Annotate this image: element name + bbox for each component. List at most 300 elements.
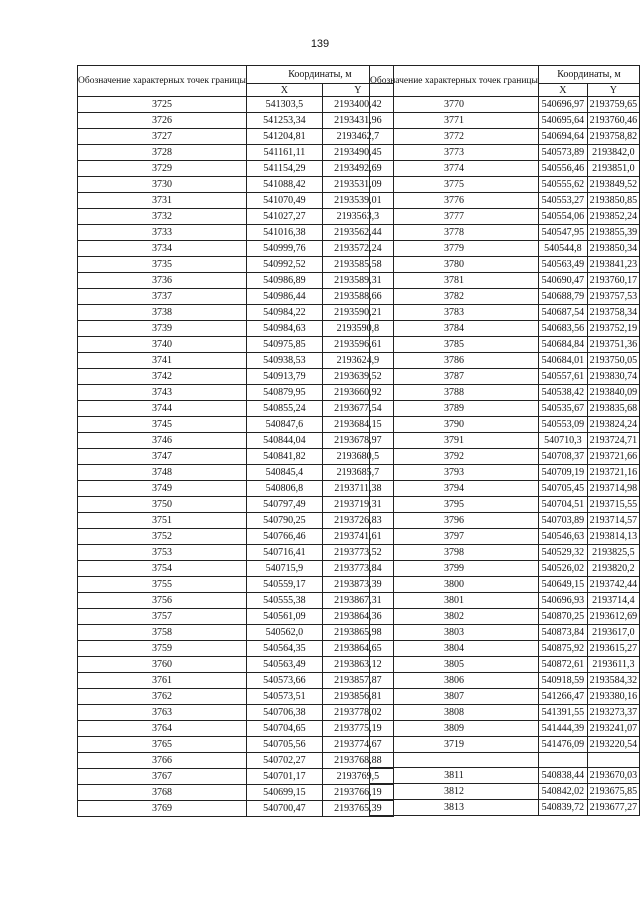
- table-row: [78, 561, 394, 577]
- point-number-cell: 3746: [78, 433, 247, 449]
- table-row: [370, 305, 640, 321]
- point-number-cell: 3788: [370, 385, 539, 401]
- point-number-cell: 3784: [370, 321, 539, 337]
- table-row: [78, 641, 394, 657]
- y-coordinate-cell: 2193835,68: [587, 401, 639, 417]
- y-coordinate-cell: 2193677,54: [322, 401, 393, 417]
- table-row: [78, 705, 394, 721]
- y-coordinate-cell: 2193742,44: [587, 577, 639, 593]
- y-coordinate-cell: 2193563,3: [322, 209, 393, 225]
- x-coordinate-cell: 540879,95: [246, 385, 322, 401]
- y-coordinate-cell: 2193850,34: [587, 241, 639, 257]
- table-row: [78, 305, 394, 321]
- table-row: [370, 257, 640, 273]
- x-coordinate-cell: 540872,61: [538, 657, 587, 673]
- table-row: [78, 513, 394, 529]
- x-coordinate-cell: 540553,27: [538, 193, 587, 209]
- y-coordinate-cell: 2193670,03: [587, 768, 639, 784]
- x-coordinate-cell: 540992,52: [246, 257, 322, 273]
- table-row: [78, 401, 394, 417]
- point-number-cell: 3775: [370, 177, 539, 193]
- table-row: [370, 800, 640, 816]
- point-number-cell: 3759: [78, 641, 247, 657]
- y-coordinate-cell: 2193539,01: [322, 193, 393, 209]
- point-number-cell: 3798: [370, 545, 539, 561]
- point-number-cell: 3750: [78, 497, 247, 513]
- x-coordinate-cell: 541088,42: [246, 177, 322, 193]
- y-coordinate-cell: 2193724,71: [587, 433, 639, 449]
- table-row: [78, 353, 394, 369]
- point-number-cell: 3789: [370, 401, 539, 417]
- y-coordinate-cell: 2193850,85: [587, 193, 639, 209]
- y-coordinate-cell: 2193590,21: [322, 305, 393, 321]
- point-number-cell: 3806: [370, 673, 539, 689]
- table-row: [370, 545, 640, 561]
- table-row: [78, 385, 394, 401]
- coordinates-table-left: [77, 65, 394, 817]
- x-coordinate-cell: 540766,46: [246, 529, 322, 545]
- y-coordinate-cell: 2193531,09: [322, 177, 393, 193]
- y-coordinate-cell: 2193462,7: [322, 129, 393, 145]
- x-coordinate-cell: 541161,11: [246, 145, 322, 161]
- point-number-cell: 3783: [370, 305, 539, 321]
- table-row: [370, 737, 640, 753]
- y-coordinate-cell: 2193590,8: [322, 321, 393, 337]
- x-coordinate-cell: 540715,9: [246, 561, 322, 577]
- x-coordinate-cell: 540986,89: [246, 273, 322, 289]
- x-coordinate-cell: 541303,5: [246, 97, 322, 113]
- point-number-cell: 3745: [78, 417, 247, 433]
- point-number-cell: 3776: [370, 193, 539, 209]
- table-row: [370, 577, 640, 593]
- point-number-cell: 3743: [78, 385, 247, 401]
- x-coordinate-cell: 541253,34: [246, 113, 322, 129]
- table-row: [78, 657, 394, 673]
- table-row: [78, 625, 394, 641]
- point-number-cell: 3727: [78, 129, 247, 145]
- point-number-cell: 3760: [78, 657, 247, 673]
- table-row: [78, 721, 394, 737]
- y-coordinate-cell: 2193820,2: [587, 561, 639, 577]
- table-row: [78, 225, 394, 241]
- table-row: [370, 193, 640, 209]
- y-coordinate-cell: 2193492,69: [322, 161, 393, 177]
- table-row: [370, 609, 640, 625]
- point-number-cell: 3747: [78, 449, 247, 465]
- point-number-cell: 3812: [370, 784, 539, 800]
- x-coordinate-cell: 540695,64: [538, 113, 587, 129]
- x-coordinate-cell: 540842,02: [538, 784, 587, 800]
- page-number: 139: [310, 38, 330, 50]
- table-row: [370, 369, 640, 385]
- y-coordinate-cell: 2193849,52: [587, 177, 639, 193]
- x-coordinate-cell: 540684,84: [538, 337, 587, 353]
- point-number-cell: 3757: [78, 609, 247, 625]
- y-coordinate-cell: 2193760,17: [587, 273, 639, 289]
- y-coordinate-cell: 2193824,24: [587, 417, 639, 433]
- table-row: [370, 768, 640, 784]
- point-number-cell: 3793: [370, 465, 539, 481]
- point-number-cell: 3764: [78, 721, 247, 737]
- point-number-cell: 3802: [370, 609, 539, 625]
- point-number-cell: 3813: [370, 800, 539, 816]
- y-coordinate-cell: 2193857,87: [322, 673, 393, 689]
- y-coordinate-cell: 2193624,9: [322, 353, 393, 369]
- x-coordinate-cell: 540538,42: [538, 385, 587, 401]
- header-coords-label: Координаты, м: [538, 66, 639, 84]
- y-coordinate-cell: 2193719,31: [322, 497, 393, 513]
- table-row: [78, 177, 394, 193]
- table-row: [78, 545, 394, 561]
- x-coordinate-cell: 540703,89: [538, 513, 587, 529]
- y-coordinate-cell: 2193617,0: [587, 625, 639, 641]
- y-coordinate-cell: 2193400,42: [322, 97, 393, 113]
- point-number-cell: 3772: [370, 129, 539, 145]
- y-coordinate-cell: 2193680,5: [322, 449, 393, 465]
- point-number-cell: 3738: [78, 305, 247, 321]
- table-row: [78, 433, 394, 449]
- table-row: [370, 129, 640, 145]
- y-coordinate-cell: 2193715,55: [587, 497, 639, 513]
- x-coordinate-cell: 540797,49: [246, 497, 322, 513]
- table-row: [78, 337, 394, 353]
- point-number-cell: 3791: [370, 433, 539, 449]
- x-coordinate-cell: 540699,15: [246, 785, 322, 801]
- table-row: [370, 289, 640, 305]
- table-row: [78, 97, 394, 113]
- y-coordinate-cell: 2193852,24: [587, 209, 639, 225]
- table-row: [78, 465, 394, 481]
- table-row: [370, 481, 640, 497]
- table-row: [370, 337, 640, 353]
- header-x-label: X: [246, 84, 322, 97]
- table-body-right: [370, 97, 640, 816]
- point-number-cell: 3735: [78, 257, 247, 273]
- point-number-cell: 3792: [370, 449, 539, 465]
- x-coordinate-cell: 540875,92: [538, 641, 587, 657]
- y-coordinate-cell: 2193677,27: [587, 800, 639, 816]
- table-row: [370, 657, 640, 673]
- x-coordinate-cell: 540564,35: [246, 641, 322, 657]
- x-coordinate-cell: 540690,47: [538, 273, 587, 289]
- y-coordinate-cell: 2193589,31: [322, 273, 393, 289]
- table-row: [78, 737, 394, 753]
- x-coordinate-cell: 540573,66: [246, 673, 322, 689]
- table-row: [78, 577, 394, 593]
- x-coordinate-cell: 541204,81: [246, 129, 322, 145]
- x-coordinate-cell: 540700,47: [246, 801, 322, 817]
- y-coordinate-cell: 2193721,16: [587, 465, 639, 481]
- table-row: [78, 241, 394, 257]
- x-coordinate-cell: 540984,22: [246, 305, 322, 321]
- point-number-cell: 3778: [370, 225, 539, 241]
- point-number-cell: 3748: [78, 465, 247, 481]
- point-number-cell: 3785: [370, 337, 539, 353]
- y-coordinate-cell: 2193611,3: [587, 657, 639, 673]
- x-coordinate-cell: 540573,89: [538, 145, 587, 161]
- table-row: [78, 529, 394, 545]
- x-coordinate-cell: 540526,02: [538, 561, 587, 577]
- table-row: [370, 385, 640, 401]
- table-row: [370, 641, 640, 657]
- x-coordinate-cell: 540555,38: [246, 593, 322, 609]
- y-coordinate-cell: 2193639,52: [322, 369, 393, 385]
- y-coordinate-cell: 2193684,15: [322, 417, 393, 433]
- table-row: [78, 497, 394, 513]
- x-coordinate-cell: 540573,51: [246, 689, 322, 705]
- y-coordinate-cell: 2193855,39: [587, 225, 639, 241]
- x-coordinate-cell: 540705,45: [538, 481, 587, 497]
- point-number-cell: 3763: [78, 705, 247, 721]
- table-row: [78, 289, 394, 305]
- x-coordinate-cell: 540561,09: [246, 609, 322, 625]
- table-row: [370, 689, 640, 705]
- table-row: [370, 241, 640, 257]
- y-coordinate-cell: 2193873,39: [322, 577, 393, 593]
- y-coordinate-cell: 2193768,88: [322, 753, 393, 769]
- y-coordinate-cell: 2193760,46: [587, 113, 639, 129]
- y-coordinate-cell: 2193766,19: [322, 785, 393, 801]
- y-coordinate-cell: 2193714,4: [587, 593, 639, 609]
- point-number-cell: 3780: [370, 257, 539, 273]
- point-number-cell: [370, 753, 539, 768]
- header-x-label: X: [538, 84, 587, 97]
- y-coordinate-cell: 2193757,53: [587, 289, 639, 305]
- table-row: [78, 369, 394, 385]
- header-point-label: Обозначение характерных точек границы: [78, 66, 247, 97]
- point-number-cell: 3808: [370, 705, 539, 721]
- point-number-cell: 3767: [78, 769, 247, 785]
- table-row: [370, 561, 640, 577]
- x-coordinate-cell: 540529,32: [538, 545, 587, 561]
- y-coordinate-cell: 2193758,34: [587, 305, 639, 321]
- table-row: [78, 257, 394, 273]
- point-number-cell: 3799: [370, 561, 539, 577]
- x-coordinate-cell: 540555,62: [538, 177, 587, 193]
- point-number-cell: 3795: [370, 497, 539, 513]
- table-row: [370, 161, 640, 177]
- y-coordinate-cell: 2193678,97: [322, 433, 393, 449]
- point-number-cell: 3754: [78, 561, 247, 577]
- x-coordinate-cell: 540999,76: [246, 241, 322, 257]
- x-coordinate-cell: 540553,09: [538, 417, 587, 433]
- y-coordinate-cell: 2193572,24: [322, 241, 393, 257]
- table-row: [78, 785, 394, 801]
- y-coordinate-cell: 2193778,02: [322, 705, 393, 721]
- y-coordinate-cell: 2193380,16: [587, 689, 639, 705]
- x-coordinate-cell: 540806,8: [246, 481, 322, 497]
- point-number-cell: 3732: [78, 209, 247, 225]
- point-number-cell: 3740: [78, 337, 247, 353]
- table-row: [370, 225, 640, 241]
- x-coordinate-cell: 541070,49: [246, 193, 322, 209]
- table-row: [370, 417, 640, 433]
- x-coordinate-cell: 540556,46: [538, 161, 587, 177]
- y-coordinate-cell: 2193612,69: [587, 609, 639, 625]
- point-number-cell: 3739: [78, 321, 247, 337]
- x-coordinate-cell: 540845,4: [246, 465, 322, 481]
- table-row: [370, 593, 640, 609]
- table-row: [78, 129, 394, 145]
- point-number-cell: 3805: [370, 657, 539, 673]
- table-row: [78, 273, 394, 289]
- point-number-cell: 3804: [370, 641, 539, 657]
- point-number-cell: 3744: [78, 401, 247, 417]
- x-coordinate-cell: 540870,25: [538, 609, 587, 625]
- x-coordinate-cell: 540649,15: [538, 577, 587, 593]
- table-row: [78, 417, 394, 433]
- point-number-cell: 3768: [78, 785, 247, 801]
- point-number-cell: 3736: [78, 273, 247, 289]
- table-row: [370, 97, 640, 113]
- y-coordinate-cell: 2193765,39: [322, 801, 393, 817]
- table-row: [370, 625, 640, 641]
- table-row: [370, 497, 640, 513]
- table-row: [78, 609, 394, 625]
- table-row: [78, 145, 394, 161]
- point-number-cell: 3807: [370, 689, 539, 705]
- y-coordinate-cell: 2193863,12: [322, 657, 393, 673]
- x-coordinate-cell: 540913,79: [246, 369, 322, 385]
- point-number-cell: 3725: [78, 97, 247, 113]
- y-coordinate-cell: 2193714,98: [587, 481, 639, 497]
- x-coordinate-cell: 540563,49: [246, 657, 322, 673]
- table-row: [370, 673, 640, 689]
- point-number-cell: 3758: [78, 625, 247, 641]
- point-number-cell: 3733: [78, 225, 247, 241]
- table-row: [370, 321, 640, 337]
- y-coordinate-cell: [587, 753, 639, 768]
- table-row: [78, 209, 394, 225]
- y-coordinate-cell: 2193830,74: [587, 369, 639, 385]
- x-coordinate-cell: 541266,47: [538, 689, 587, 705]
- point-number-cell: 3786: [370, 353, 539, 369]
- x-coordinate-cell: 540704,65: [246, 721, 322, 737]
- table-row: [370, 273, 640, 289]
- point-number-cell: 3766: [78, 753, 247, 769]
- y-coordinate-cell: 2193241,07: [587, 721, 639, 737]
- x-coordinate-cell: 540696,93: [538, 593, 587, 609]
- x-coordinate-cell: 540544,8: [538, 241, 587, 257]
- coordinates-table-right: [369, 65, 640, 816]
- point-number-cell: 3719: [370, 737, 539, 753]
- point-number-cell: 3801: [370, 593, 539, 609]
- x-coordinate-cell: 540873,84: [538, 625, 587, 641]
- table-row: [370, 529, 640, 545]
- x-coordinate-cell: 540547,95: [538, 225, 587, 241]
- y-coordinate-cell: 2193588,66: [322, 289, 393, 305]
- point-number-cell: 3774: [370, 161, 539, 177]
- point-number-cell: 3762: [78, 689, 247, 705]
- x-coordinate-cell: 540847,6: [246, 417, 322, 433]
- point-number-cell: 3773: [370, 145, 539, 161]
- point-number-cell: 3771: [370, 113, 539, 129]
- x-coordinate-cell: 540546,63: [538, 529, 587, 545]
- table-row: [370, 209, 640, 225]
- y-coordinate-cell: 2193773,52: [322, 545, 393, 561]
- y-coordinate-cell: 2193842,0: [587, 145, 639, 161]
- point-number-cell: 3803: [370, 625, 539, 641]
- table-row: [78, 161, 394, 177]
- table-row: [370, 401, 640, 417]
- point-number-cell: 3797: [370, 529, 539, 545]
- point-number-cell: 3752: [78, 529, 247, 545]
- header-coords-label: Координаты, м: [246, 66, 393, 84]
- table-row: [370, 513, 640, 529]
- y-coordinate-cell: 2193273,37: [587, 705, 639, 721]
- x-coordinate-cell: 540844,04: [246, 433, 322, 449]
- table-row: [370, 177, 640, 193]
- x-coordinate-cell: 540706,38: [246, 705, 322, 721]
- y-coordinate-cell: 2193865,98: [322, 625, 393, 641]
- point-number-cell: 3755: [78, 577, 247, 593]
- y-coordinate-cell: 2193775,19: [322, 721, 393, 737]
- y-coordinate-cell: 2193660,92: [322, 385, 393, 401]
- table-row: [78, 449, 394, 465]
- table-row: [78, 113, 394, 129]
- y-coordinate-cell: 2193867,31: [322, 593, 393, 609]
- point-number-cell: 3734: [78, 241, 247, 257]
- y-coordinate-cell: 2193851,0: [587, 161, 639, 177]
- table-row: [78, 769, 394, 785]
- y-coordinate-cell: 2193615,27: [587, 641, 639, 657]
- table-row: [370, 465, 640, 481]
- table-row: [78, 593, 394, 609]
- x-coordinate-cell: 540855,24: [246, 401, 322, 417]
- table-row: [370, 721, 640, 737]
- y-coordinate-cell: 2193840,09: [587, 385, 639, 401]
- x-coordinate-cell: 540918,59: [538, 673, 587, 689]
- point-number-cell: 3770: [370, 97, 539, 113]
- x-coordinate-cell: 540975,85: [246, 337, 322, 353]
- y-coordinate-cell: 2193814,13: [587, 529, 639, 545]
- point-number-cell: 3730: [78, 177, 247, 193]
- point-number-cell: 3753: [78, 545, 247, 561]
- point-number-cell: 3756: [78, 593, 247, 609]
- x-coordinate-cell: 541444,39: [538, 721, 587, 737]
- x-coordinate-cell: 540535,67: [538, 401, 587, 417]
- x-coordinate-cell: 540694,64: [538, 129, 587, 145]
- y-coordinate-cell: 2193220,54: [587, 737, 639, 753]
- y-coordinate-cell: 2193750,05: [587, 353, 639, 369]
- y-coordinate-cell: 2193841,23: [587, 257, 639, 273]
- point-number-cell: 3731: [78, 193, 247, 209]
- y-coordinate-cell: 2193741,61: [322, 529, 393, 545]
- table-row: [370, 705, 640, 721]
- x-coordinate-cell: 540557,61: [538, 369, 587, 385]
- point-number-cell: 3729: [78, 161, 247, 177]
- x-coordinate-cell: 540841,82: [246, 449, 322, 465]
- point-number-cell: 3761: [78, 673, 247, 689]
- y-coordinate-cell: 2193856,81: [322, 689, 393, 705]
- point-number-cell: 3749: [78, 481, 247, 497]
- table-row: [78, 193, 394, 209]
- table-row: [78, 481, 394, 497]
- table-row: [370, 433, 640, 449]
- x-coordinate-cell: 540684,01: [538, 353, 587, 369]
- table-row: [370, 784, 640, 800]
- y-coordinate-cell: 2193431,96: [322, 113, 393, 129]
- x-coordinate-cell: 540984,63: [246, 321, 322, 337]
- y-coordinate-cell: 2193562,44: [322, 225, 393, 241]
- x-coordinate-cell: 541027,27: [246, 209, 322, 225]
- x-coordinate-cell: 540839,72: [538, 800, 587, 816]
- point-number-cell: 3765: [78, 737, 247, 753]
- x-coordinate-cell: 540687,54: [538, 305, 587, 321]
- point-number-cell: 3777: [370, 209, 539, 225]
- point-number-cell: 3737: [78, 289, 247, 305]
- y-coordinate-cell: 2193675,85: [587, 784, 639, 800]
